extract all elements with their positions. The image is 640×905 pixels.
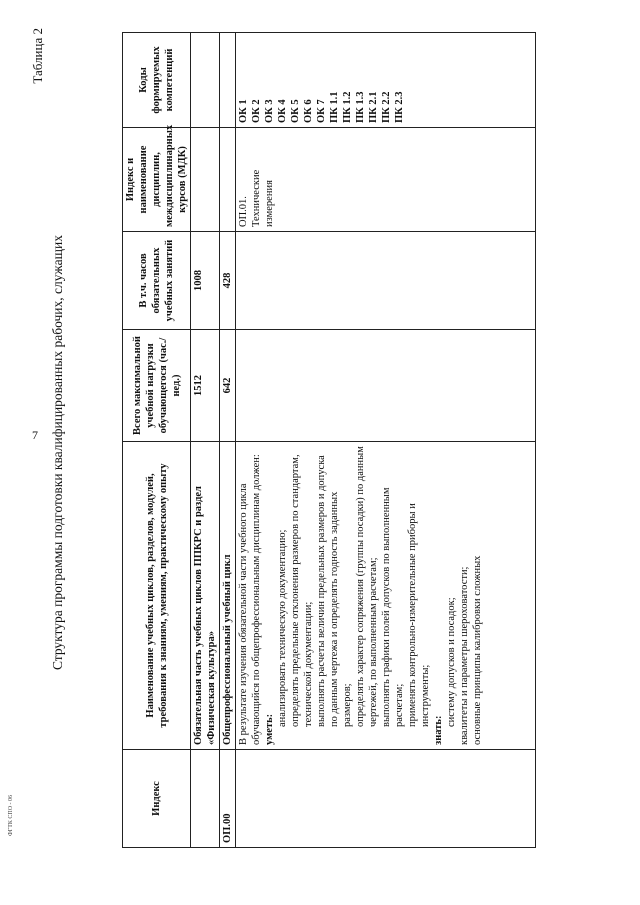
table-row — [220, 33, 236, 848]
table-row — [191, 33, 220, 848]
cell-mandatory: 1008 — [191, 232, 220, 330]
header-mandatory: В т.ч. часов обязательных учебных занятий — [123, 232, 191, 330]
cell-discipline — [236, 128, 536, 232]
list-item: квалитеты и параметры шероховатости; — [459, 566, 470, 745]
cell-discipline — [220, 128, 236, 232]
footer-note: ФГТК СПО - 06 — [8, 794, 14, 836]
znat-label: знать: — [433, 715, 444, 745]
header-name: Наименование учебных циклов, разделов, модулей, требования к знаниям, умениям, практическому опыту — [123, 442, 191, 750]
list-item: применять контрольно-измерительные приборы и инструменты; — [407, 503, 431, 727]
list-item: определять характер сопряжения (группы посадки) по данным чертежей, по выполненным расчетам; — [355, 446, 379, 727]
header-row — [123, 33, 191, 848]
cell-codes — [220, 33, 236, 128]
competence-code: ПК 2.3 — [394, 91, 405, 123]
discipline-code: ОП.01. — [238, 196, 249, 227]
competence-code: ПК 2.2 — [381, 91, 392, 123]
structure-table — [122, 32, 536, 848]
competence-code: ОК 6 — [303, 99, 314, 123]
cell-discipline — [191, 128, 220, 232]
table-row — [236, 33, 536, 848]
competence-code: ПК 2.1 — [368, 91, 379, 123]
list-item: выполнять расчеты величин предельных размеров и допуска по данным чертежа и определять годность заданных размеров; — [316, 455, 353, 727]
competence-code: ПК 1.1 — [329, 91, 340, 123]
header-discipline: Индекс и наименование дисциплин, междисциплинарных курсов (МДК) — [123, 128, 191, 232]
competence-code: ОК 5 — [290, 99, 301, 123]
cell-name: Общепрофессиональный учебный цикл — [220, 442, 236, 750]
cell-codes — [191, 33, 220, 128]
competence-code: ПК 1.2 — [342, 91, 353, 123]
header-index: Индекс — [123, 750, 191, 848]
list-item: определять предельные отклонения размеров по стандартам, технической документации; — [290, 454, 314, 727]
cell-codes — [236, 33, 536, 128]
table-label: Таблица 2 — [30, 28, 45, 84]
competence-code: ОК 2 — [251, 99, 262, 123]
document-title: Структура программы подготовки квалифицированных рабочих, служащих — [50, 234, 65, 671]
list-item: выполнять графики полей допусков по выполненным расчетам; — [381, 487, 405, 727]
requirements-intro: В результате изучения обязательной части учебного цикла обучающийся по общепрофессиональным дисциплинам должен: — [238, 454, 262, 745]
competence-code: ОК 3 — [264, 99, 275, 123]
cell-max-load: 1512 — [191, 330, 220, 442]
list-item: систему допусков и посадок; — [446, 597, 457, 727]
competence-code: ОК 4 — [277, 99, 288, 123]
header-codes: Коды формируемых компетенций — [123, 33, 191, 128]
list-item: основные принципы калибровки сложных — [472, 555, 483, 745]
cell-index: ОП.00 — [220, 750, 236, 848]
header-max-load: Всего максимальной учебной нагрузки обучающегося (час./нед.) — [123, 330, 191, 442]
cell-index — [191, 750, 220, 848]
list-item: анализировать техническую документацию; — [277, 529, 288, 727]
competence-code: ПК 1.3 — [355, 91, 366, 123]
cell-requirements — [236, 442, 536, 750]
page-number: 7 — [32, 428, 38, 442]
cell-mandatory — [236, 232, 536, 330]
competence-code: ОК 1 — [238, 99, 249, 123]
cell-max-load: 642 — [220, 330, 236, 442]
cell-mandatory: 428 — [220, 232, 236, 330]
competence-code: ОК 7 — [316, 99, 327, 123]
umet-label: уметь: — [264, 713, 275, 745]
discipline-name: Технические измерения — [251, 169, 275, 227]
cell-index — [236, 750, 536, 848]
cell-max-load — [236, 330, 536, 442]
cell-name: Обязательная часть учебных циклов ППКРС и раздел «Физическая культура» — [191, 442, 220, 750]
